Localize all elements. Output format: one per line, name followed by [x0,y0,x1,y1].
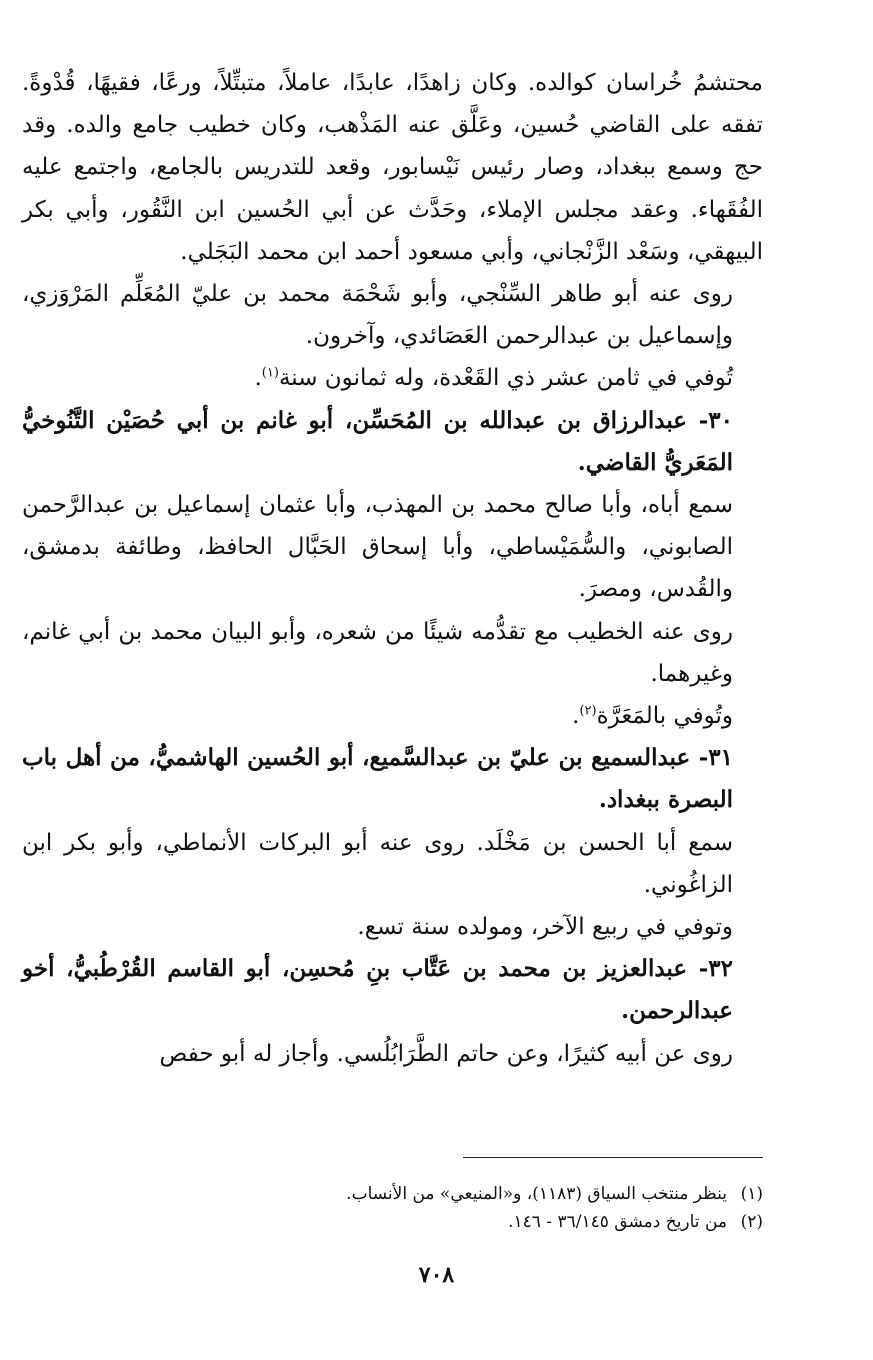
paragraph-end: . [572,703,580,730]
paragraph-text: روى عنه الخطيب مع تقدُّمه شيئًا من شعره، وأبو البيان محمد بن أبي غانم، وغيرهما. [22,618,733,687]
paragraph-text: وتوفي في ربيع الآخر، ومولده سنة تسع. [357,914,733,941]
entry-heading-text: ٣٢- عبدالعزيز بن محمد بن عَتَّاب بنِ مُحسِن، أبو القاسم القُرْطُبيُّ، أخو عبدالرحمن. [22,955,733,1025]
footnote-mark: (١) [740,1184,763,1204]
paragraph-narrated [22,1033,763,1075]
entry-heading-32 [22,948,763,1032]
paragraph-narrators [22,611,763,695]
paragraph-text: روى عنه أبو طاهر السِّنْجي، وأبو شَحْمَة محمد بن عليّ المُعَلِّم المَرْوَزي، وإسماعيل بن عبدالرحمن العَصَائدي، وآخرون. [22,281,733,350]
footnote-divider [463,1157,763,1158]
main-text [22,62,763,1075]
paragraph-text: تُوفي في ثامن عشر ذي القَعْدة، وله ثمانون سنة [278,365,733,392]
footnote-1 [22,1180,763,1208]
paragraph-heard [22,484,763,611]
paragraph-death [22,357,763,399]
paragraph-text: روى عن أبيه كثيرًا، وعن حاتم الطَّرَابُلُسي. وأجاز له أبو حفص [159,1040,733,1067]
paragraph-narrators [22,273,763,357]
entry-heading-31 [22,737,763,821]
entry-heading-text: ٣١- عبدالسميع بن عليّ بن عبدالسَّميع، أبو الحُسين الهاشميُّ، من أهل باب البصرة ببغداد. [22,744,733,814]
paragraph-text: سمع أبا الحسن بن مَخْلَد. روى عنه أبو البركات الأنماطي، وأبو بكر ابن الزاغُوني. [22,829,733,898]
paragraph-text: وتُوفي بالمَعَرَّة [596,703,733,730]
paragraph-continuation [22,62,763,273]
paragraph-text: سمع أباه، وأبا صالح محمد بن المهذب، وأبا عثمان إسماعيل بن عبدالرَّحمن الصابوني، والسُّمَيْساطي، وأبا إسحاق الحَبَّال الحافظ، وطائفة بدمشق، والقُدس، ومصرَ. [22,492,733,603]
entry-heading-text: ٣٠- عبدالرزاق بن عبدالله بن المُحَسِّن، أبو غانم بن أبي حُصَيْن التَّنُوخيُّ المَعَريُّ القاضي. [22,406,733,476]
paragraph-end: . [254,365,262,392]
paragraph-text: محتشمُ خُراسان كوالده. وكان زاهدًا، عابدًا، عاملاً، متبتِّلاً، ورعًا، فقيهًا، قُدْوةً. تفقه على القاضي حُسين، وعَلَّق عنه المَذْهب، وكان خطيب جامع والده. وقد حج وسمع ببغداد، وصار رئيس نَيْسابور، وقعد للتدريس بالجامع، واجتمع عليه الفُقَهاء. وعقد مجلس الإملاء، وحَدَّث عن أبي الحُسين ابن النَّقُور، وأبي بكر البيهقي، وسَعْد الزَّنْجاني، وأبي مسعود أحمد ابن محمد البَجَلي. [22,70,763,265]
footnote-ref-1: (١) [261,365,279,381]
footnote-text: من تاريخ دمشق ٣٦/١٤٥ - ١٤٦. [508,1212,727,1232]
footnote-mark: (٢) [740,1212,763,1232]
footnotes [22,1180,763,1236]
footnote-2 [22,1208,763,1236]
footnote-ref-2: (٢) [579,703,597,719]
paragraph-death [22,695,763,737]
page-number: ٧٠٨ [418,1262,455,1288]
paragraph-heard [22,822,763,906]
footnote-text: ينظر منتخب السياق (١١٨٣)، و«المنيعي» من الأنساب. [346,1184,727,1204]
entry-heading-30 [22,400,763,484]
paragraph-death [22,906,763,948]
